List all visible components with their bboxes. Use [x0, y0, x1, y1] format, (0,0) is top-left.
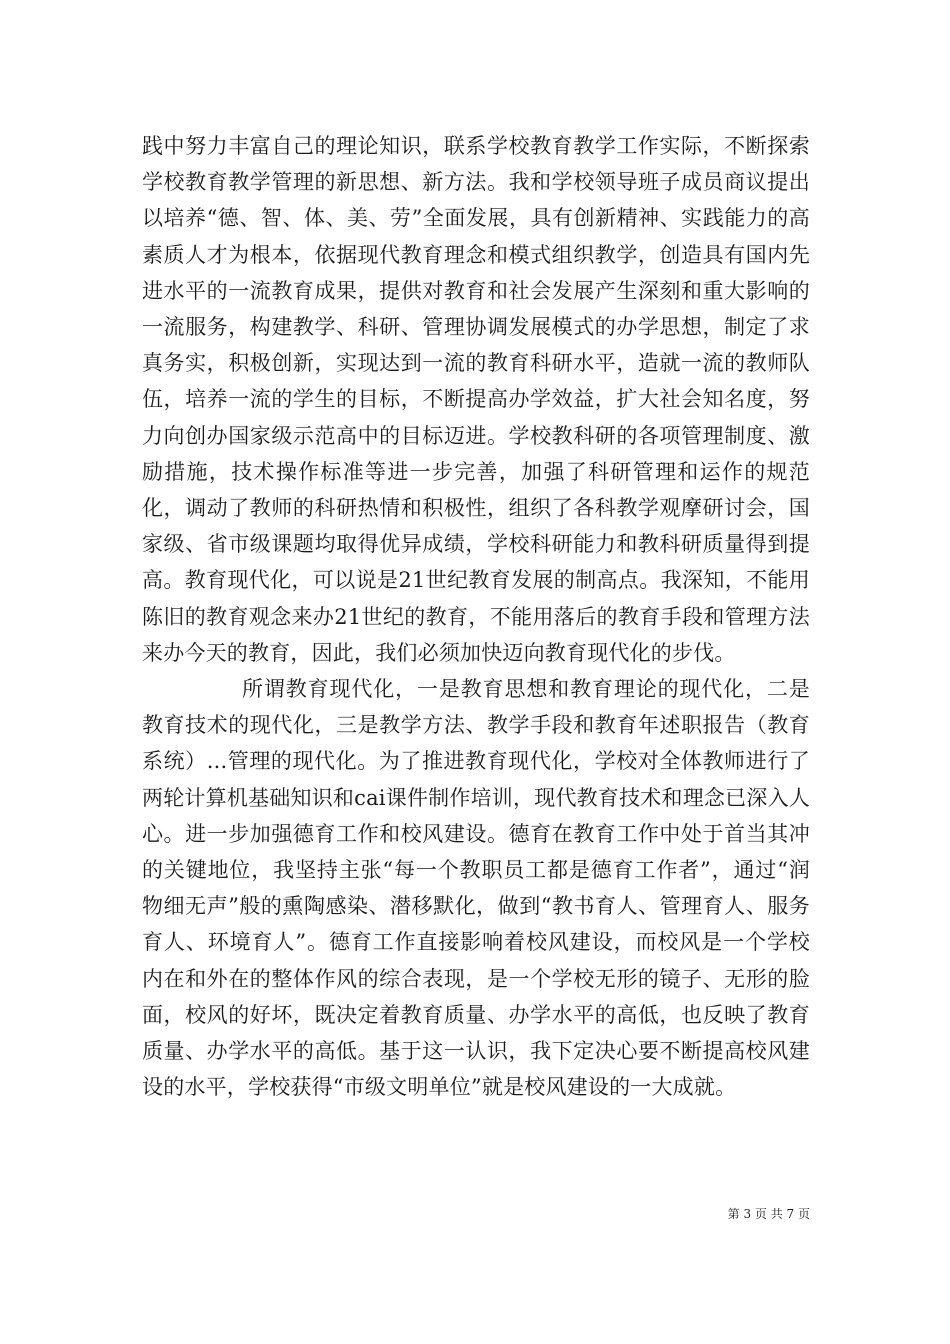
paragraph-1: 践中努力丰富自己的理论知识，联系学校教育教学工作实际，不断探索学校教育教学管理的新思想、新方法。我和学校领导班子成员商议提出以培养“德、智、体、美、劳”全面发展，具有创新精神、实践能力的高素质人才为根本，依据现代教育理念和模式组织教学，创造具有国内先进水平的一流教育成果，提供对教育和社会发展产生深刻和重大影响的一流服务，构建教学、科研、管理协调发展模式的办学思想，制定了求真务实，积极创新，实现达到一流的教育科研水平，造就一流的教师队伍，培养一流的学生的目标，不断提高办学效益，扩大社会知名度，努力向创办国家级示范高中的目标迈进。学校教科研的各项管理制度、激励措施，技术操作标准等进一步完善，加强了科研管理和运作的规范化，调动了教师的科研热情和积极性，组织了各科教学观摩研讨会，国家级、省市级课题均取得优异成绩，学校科研能力和教科研质量得到提高。教育现代化，可以说是21世纪教育发展的制高点。我深知，不能用陈旧的教育观念来办21世纪的教育，不能用落后的教育手段和管理方法来办今天的教育，因此，我们必须加快迈向教育现代化的步伐。: [142, 134, 810, 665]
paragraph-2: 所谓教育现代化，一是教育思想和教育理论的现代化，二是教育技术的现代化，三是教学方法、教学手段和教育年述职报告（教育系统）...管理的现代化。为了推进教育现代化，学校对全体教师进行了两轮计算机基础知识和cai课件制作培训，现代教育技术和理念已深入人心。进一步加强德育工作和校风建设。德育在教育工作中处于首当其冲的关键地位，我坚持主张“每一个教职员工都是德育工作者”，通过“润物细无声”般的熏陶感染、潜移默化，做到“教书育人、管理育人、服务育人、环境育人”。德育工作直接影响着校风建设，而校风是一个学校内在和外在的整体作风的综合表现，是一个学校无形的镜子、无形的脸面，校风的好坏，既决定着教育质量、办学水平的高低，也反映了教育质量、办学水平的高低。基于这一认识，我下定决心要不断提高校风建设的水平，学校获得“市级文明单位”就是校风建设的一大成就。: [142, 677, 810, 1100]
page-number-footer: 第 3 页 共 7 页: [727, 1207, 810, 1221]
document-body: [142, 128, 810, 1105]
